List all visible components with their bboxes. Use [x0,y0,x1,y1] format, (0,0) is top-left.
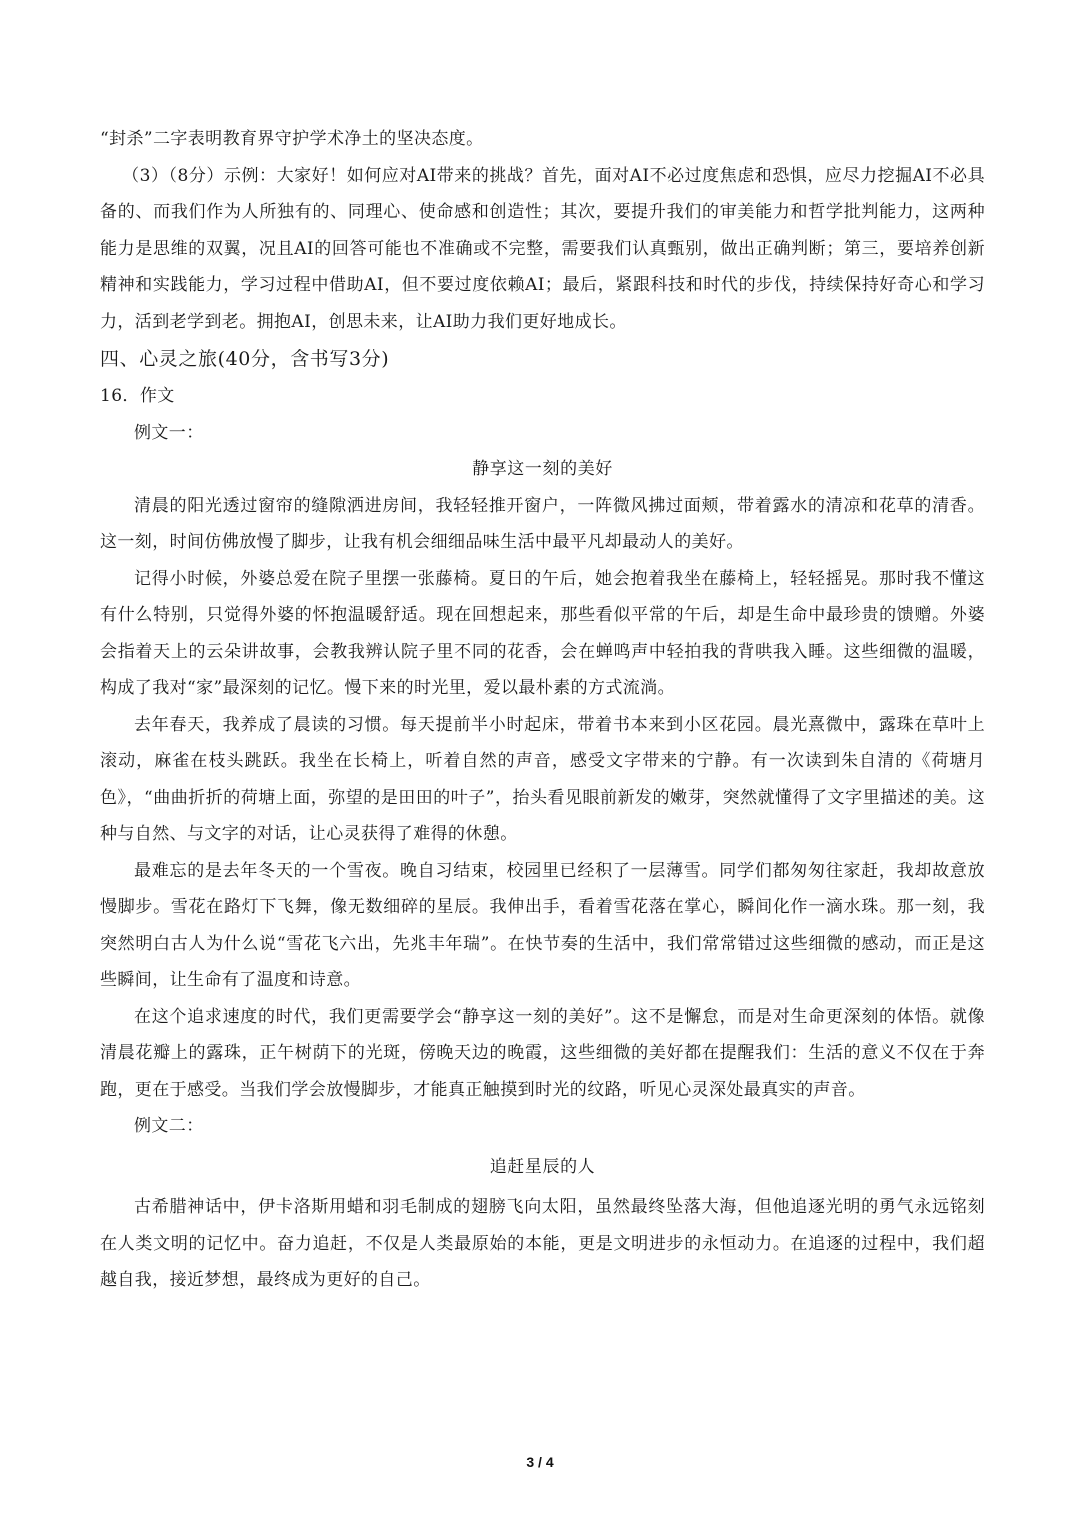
essay1-paragraph-5: 在这个追求速度的时代，我们更需要学会“静享这一刻的美好”。这不是懈怠，而是对生命更深刻的体悟。就像清晨花瓣上的露珠，正午树荫下的光斑，傍晚天边的晚霞，这些细微的美好都在提醒我们：生活的意义不仅在于奔跑，更在于感受。当我们学会放慢脚步，才能真正触摸到时光的纹路，听见心灵深处最真实的声音。 [100,1006,985,1100]
essay2-label: 例文二： [134,1116,204,1136]
essay2-paragraph-1: 古希腊神话中，伊卡洛斯用蜡和羽毛制成的翅膀飞向太阳，虽然最终坠落大海，但他追逐光明的勇气永远铭刻在人类文明的记忆中。奋力追赶，不仅是人类最原始的本能，更是文明进步的永恒动力。在追逐的过程中，我们超越自我，接近梦想，最终成为更好的自己。 [100,1197,985,1290]
page-number: 3 / 4 [526,1454,554,1470]
essay1-paragraph-4: 最难忘的是去年冬天的一个雪夜。晚自习结束，校园里已经积了一层薄雪。同学们都匆匆往家赶，我却故意放慢脚步。雪花在路灯下飞舞，像无数细碎的星辰。我伸出手，看着雪花落在掌心，瞬间化作一滴水珠。那一刻，我突然明白古人为什么说“雪花飞六出，先兆丰年瑞”。在快节奏的生活中，我们常常错过这些细微的感动，而正是这些瞬间，让生命有了温度和诗意。 [100,860,985,990]
item-16-label: 16．作文 [100,386,175,406]
answer-q3-paragraph: （3）（8分）示例：大家好！如何应对AI带来的挑战？首先，面对AI不必过度焦虑和恐惧，应尽力挖掘AI不必具备的、而我们作为人所独有的、同理心、使命感和创造性；其次，要提升我们的审美能力和哲学批判能力，这两种能力是思维的双翼，况且AI的回答可能也不准确或不完整，需要我们认真甄别，做出正确判断；第三，要培养创新精神和实践能力，学习过程中借助AI，但不要过度依赖AI；最后，紧跟科技和时代的步伐，持续保持好奇心和学习力，活到老学到老。拥抱AI，创思未来，让AI助力我们更好地成长。 [100,165,985,332]
section-four-heading: 四、心灵之旅(40分，含书写3分) [100,348,390,370]
document-page [100,121,985,1299]
essay1-paragraph-3: 去年春天，我养成了晨读的习惯。每天提前半小时起床，带着书本来到小区花园。晨光熹微中，露珠在草叶上滚动，麻雀在枝头跳跃。我坐在长椅上，听着自然的声音，感受文字带来的宁静。有一次读到朱自清的《荷塘月色》，“曲曲折折的荷塘上面，弥望的是田田的叶子”，抬头看见眼前新发的嫩芽，突然就懂得了文字里描述的美。这种与自然、与文字的对话，让心灵获得了难得的休憩。 [100,714,985,844]
essay1-label: 例文一： [134,422,204,443]
essay1-paragraph-2: 记得小时候，外婆总爱在院子里摆一张藤椅。夏日的午后，她会抱着我坐在藤椅上，轻轻摇晃。那时我不懂这有什么特别，只觉得外婆的怀抱温暖舒适。现在回想起来，那些看似平常的午后，却是生命中最珍贵的馈赠。外婆会指着天上的云朵讲故事，会教我辨认院子里不同的花香，会在蝉鸣声中轻拍我的背哄我入睡。这些细微的温暖，构成了我对“家”最深刻的记忆。慢下来的时光里，爱以最朴素的方式流淌。 [100,568,985,698]
essay1-paragraph-1: 清晨的阳光透过窗帘的缝隙洒进房间，我轻轻推开窗户，一阵微风拂过面颊，带着露水的清凉和花草的清香。这一刻，时间仿佛放慢了脚步，让我有机会细细品味生活中最平凡却最动人的美好。 [100,495,985,552]
essay2-title: 追赶星辰的人 [489,1156,596,1177]
essay1-title: 静享这一刻的美好 [472,459,613,479]
answer-line-fengsha: “封杀”二字表明教育界守护学术净土的坚决态度。 [100,129,484,149]
